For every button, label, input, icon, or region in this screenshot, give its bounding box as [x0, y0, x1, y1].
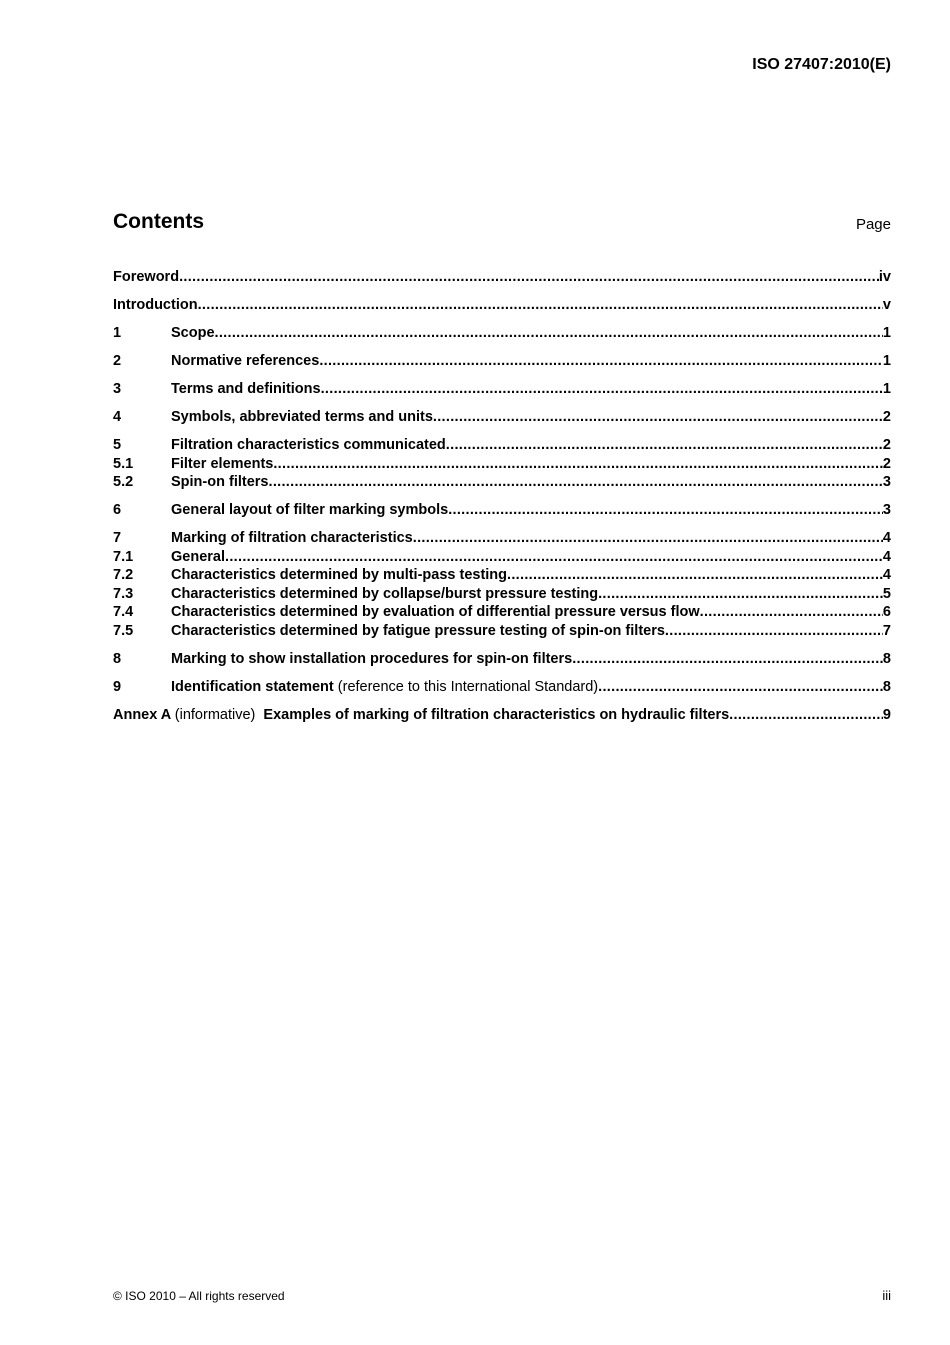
toc-entry[interactable]	[113, 352, 891, 371]
toc-entry[interactable]	[113, 501, 891, 520]
toc-entry-title-text: Foreword	[113, 269, 180, 285]
page-column-label: Page	[855, 216, 891, 233]
annex-title-group	[113, 706, 729, 725]
toc-entry-page: 1	[882, 325, 891, 341]
toc-entry-title-text: General	[171, 548, 225, 565]
toc-entry-page: 4	[882, 548, 891, 565]
toc-entry-page: 4	[882, 530, 891, 546]
toc-entry[interactable]	[113, 650, 891, 669]
toc-entry-title-text: General layout of filter marking symbols	[171, 502, 449, 518]
footer-copyright: © ISO 2010 – All rights reserved	[113, 1289, 285, 1303]
toc-entry-title	[113, 268, 179, 287]
toc-entry-page: 4	[882, 567, 891, 583]
toc-entry-number: 7	[113, 530, 122, 546]
toc-entry[interactable]	[113, 529, 891, 548]
toc-entry-page: 6	[882, 604, 891, 620]
toc-entry-title	[171, 548, 225, 567]
toc-entry-title-text: Symbols, abbreviated terms and units	[171, 409, 433, 425]
toc-entry[interactable]	[113, 585, 891, 604]
dot-leader	[321, 380, 883, 399]
toc-entry-number: 4	[113, 409, 122, 425]
dot-leader	[572, 650, 883, 669]
toc-entry-title-text: Identification statement	[171, 678, 334, 695]
toc-entry-title	[171, 501, 448, 520]
toc-entry-page: v	[882, 297, 891, 313]
toc-entry-title	[171, 566, 507, 585]
annex-label: Annex A	[113, 706, 171, 723]
toc-entry-page: 3	[882, 474, 891, 490]
toc-entry-number: 5.1	[113, 455, 134, 472]
toc-entry-title	[171, 436, 446, 455]
toc-entry[interactable]	[113, 324, 891, 343]
toc-entry-title-text: Terms and definitions	[171, 381, 321, 397]
toc-entry[interactable]	[113, 380, 891, 399]
toc-entry-number: 5	[113, 437, 122, 453]
toc-entry-title	[171, 650, 572, 669]
toc-entry-page: 8	[882, 650, 891, 667]
dot-leader	[700, 603, 883, 622]
toc-entry[interactable]	[113, 622, 891, 641]
toc-entry-title-text: Marking to show installation procedures for spin-on filters	[171, 650, 573, 667]
toc-entry-title-text: Filter elements	[171, 455, 274, 472]
toc-entry-title	[171, 408, 433, 427]
toc-entry-title-text: Filtration characteristics communicated	[171, 437, 446, 453]
dot-leader	[729, 706, 883, 725]
dot-leader	[433, 408, 883, 427]
toc-entry-page: 5	[882, 585, 891, 602]
toc-entry-title-text: Characteristics determined by fatigue pressure testing of spin-on filters	[171, 622, 665, 639]
dot-leader	[448, 501, 883, 520]
toc-entry-number: 7.2	[113, 567, 134, 583]
dot-leader	[598, 585, 883, 604]
toc-entry-title	[113, 296, 198, 315]
toc-entry[interactable]	[113, 603, 891, 622]
footer-page-number: iii	[882, 1288, 891, 1303]
toc-entry[interactable]	[113, 566, 891, 585]
toc-entry[interactable]	[113, 268, 891, 287]
toc-entry-title	[171, 324, 215, 343]
dot-leader	[198, 296, 883, 315]
dot-leader	[413, 529, 883, 548]
toc-entry-title	[171, 352, 319, 371]
dot-leader	[273, 455, 883, 474]
dot-leader	[215, 324, 883, 343]
annex-page: 9	[882, 706, 891, 723]
toc-entry-title	[171, 678, 598, 697]
toc-entry-page: 1	[882, 353, 891, 369]
toc-entry[interactable]	[113, 548, 891, 567]
toc-entry-number: 3	[113, 381, 122, 397]
toc-entry-number: 2	[113, 353, 122, 369]
toc-entry-page: 1	[882, 381, 891, 397]
toc-entry-title	[171, 603, 700, 622]
dot-leader	[268, 473, 882, 492]
dot-leader	[446, 436, 883, 455]
toc-entry-title-text: Spin-on filters	[171, 474, 269, 490]
toc-entry-page: 3	[882, 502, 891, 518]
toc-entry-title	[171, 380, 321, 399]
dot-leader	[598, 678, 883, 697]
toc-entry[interactable]	[113, 678, 891, 697]
contents-heading: Contents	[113, 210, 204, 233]
toc-entry-title	[171, 622, 665, 641]
toc-entry-title	[171, 473, 268, 492]
dot-leader	[225, 548, 883, 567]
toc-entry-number: 9	[113, 678, 122, 695]
toc-entry-title-text: Scope	[171, 325, 215, 341]
toc-entry-title-text: Introduction	[113, 297, 198, 313]
toc-entry-title	[171, 585, 598, 604]
toc-entry-page: 7	[882, 622, 891, 639]
toc-entry-page: iv	[878, 269, 891, 285]
annex-informative-tag: (informative)	[174, 706, 256, 723]
toc-entry-title	[171, 529, 413, 548]
toc-entry-number: 5.2	[113, 474, 134, 490]
toc-entry[interactable]	[113, 408, 891, 427]
toc-entry-number: 8	[113, 650, 122, 667]
table-of-contents	[113, 268, 891, 724]
toc-entry[interactable]	[113, 473, 891, 492]
toc-entry-title-text: Normative references	[171, 353, 320, 369]
toc-annex-entry[interactable]	[113, 706, 891, 725]
toc-entry[interactable]	[113, 455, 891, 474]
dot-leader	[507, 566, 883, 585]
toc-entry-number: 7.4	[113, 604, 134, 620]
toc-entry-number: 7.5	[113, 622, 134, 639]
dot-leader	[319, 352, 883, 371]
annex-title: Examples of marking of filtration characteristics on hydraulic filters	[263, 706, 730, 723]
toc-entry-page: 8	[882, 678, 891, 695]
toc-entry[interactable]	[113, 436, 891, 455]
dot-leader	[179, 268, 879, 287]
toc-entry-title-text: Characteristics determined by collapse/burst pressure testing	[171, 585, 599, 602]
toc-entry-number: 1	[113, 325, 122, 341]
document-id: ISO 27407:2010(E)	[752, 56, 891, 73]
toc-entry-page: 2	[882, 437, 891, 453]
toc-entry-title	[171, 455, 273, 474]
toc-entry-title-text: Characteristics determined by evaluation of differential pressure versus flow	[171, 604, 700, 620]
toc-entry[interactable]	[113, 296, 891, 315]
toc-entry-page: 2	[882, 409, 891, 425]
toc-entry-title-note: (reference to this International Standard)	[337, 678, 599, 695]
toc-entry-number: 7.1	[113, 548, 134, 565]
toc-entry-title-text: Characteristics determined by multi-pass testing	[171, 567, 508, 583]
toc-entry-title-text: Marking of filtration characteristics	[171, 530, 413, 546]
dot-leader	[665, 622, 883, 641]
toc-entry-page: 2	[882, 455, 891, 472]
toc-entry-number: 6	[113, 502, 122, 518]
toc-entry-number: 7.3	[113, 585, 134, 602]
